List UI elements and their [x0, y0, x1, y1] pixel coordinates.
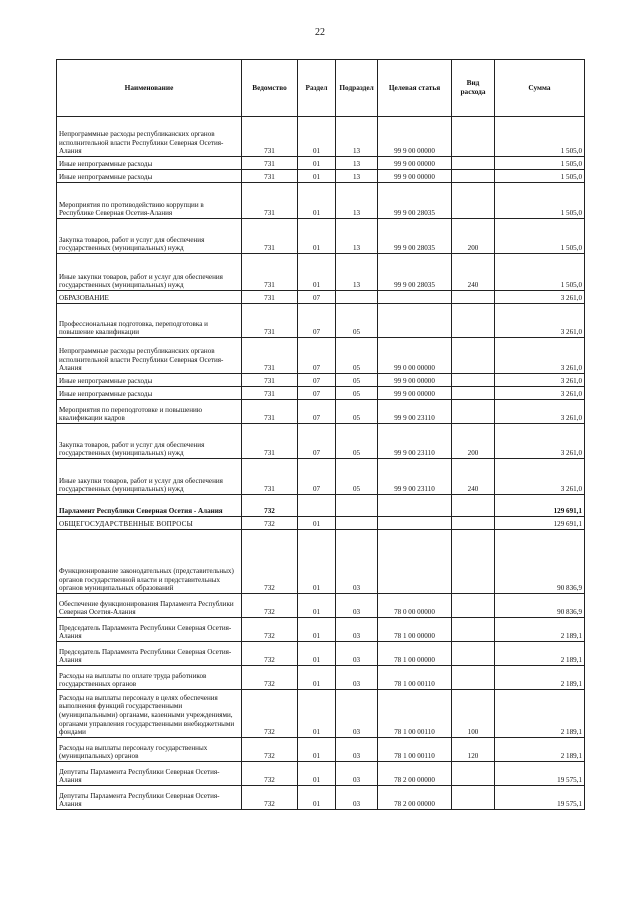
- row-section: 01: [298, 738, 336, 762]
- row-sum: 3 261,0: [495, 387, 585, 400]
- row-section: 01: [298, 786, 336, 810]
- row-kind: 200: [452, 219, 495, 254]
- row-sum: 19 575,1: [495, 786, 585, 810]
- row-target: 99 9 00 00000: [378, 374, 452, 387]
- row-sum: 129 691,1: [495, 495, 585, 517]
- row-section: 01: [298, 517, 336, 530]
- row-dept: 731: [242, 374, 298, 387]
- row-subsection: 05: [336, 387, 378, 400]
- row-subsection: 05: [336, 400, 378, 424]
- row-kind: [452, 387, 495, 400]
- table-row: [57, 690, 585, 738]
- row-section: 01: [298, 666, 336, 690]
- row-dept: 731: [242, 387, 298, 400]
- row-kind: [452, 594, 495, 618]
- table-header-row: [57, 60, 585, 117]
- row-kind: [452, 517, 495, 530]
- row-sum: 1 505,0: [495, 157, 585, 170]
- row-section: 01: [298, 762, 336, 786]
- row-kind: 240: [452, 459, 495, 495]
- row-sum: 3 261,0: [495, 424, 585, 459]
- header-sum: Сумма: [495, 60, 585, 117]
- row-section: 01: [298, 157, 336, 170]
- row-sum: 3 261,0: [495, 400, 585, 424]
- row-sum: 2 189,1: [495, 738, 585, 762]
- row-subsection: 03: [336, 666, 378, 690]
- row-sum: 3 261,0: [495, 304, 585, 338]
- row-section: [298, 495, 336, 517]
- row-target: 78 1 00 00000: [378, 642, 452, 666]
- row-kind: [452, 762, 495, 786]
- row-sum: 3 261,0: [495, 338, 585, 374]
- row-dept: 731: [242, 424, 298, 459]
- row-sum: 2 189,1: [495, 666, 585, 690]
- row-name: Обеспечение функционирования Парламента Республики Северная Осетия-Алания: [57, 594, 242, 618]
- row-subsection: 03: [336, 738, 378, 762]
- table-row: [57, 618, 585, 642]
- row-name: Профессиональная подготовка, переподготовка и повышение квалификации: [57, 304, 242, 338]
- row-dept: 731: [242, 170, 298, 183]
- row-sum: 3 261,0: [495, 291, 585, 304]
- row-sum: 2 189,1: [495, 690, 585, 738]
- header-section: Раздел: [298, 60, 336, 117]
- row-name: Иные непрограммные расходы: [57, 170, 242, 183]
- row-target: 78 1 00 00110: [378, 690, 452, 738]
- row-subsection: [336, 495, 378, 517]
- row-target: 78 2 00 00000: [378, 762, 452, 786]
- row-dept: 732: [242, 690, 298, 738]
- table-row: [57, 530, 585, 594]
- row-dept: 731: [242, 117, 298, 157]
- row-target: 99 0 00 00000: [378, 338, 452, 374]
- row-section: 01: [298, 618, 336, 642]
- row-name: Непрограммные расходы республиканских органов исполнительной власти Республики Северная Осетия-Алания: [57, 117, 242, 157]
- row-section: 07: [298, 424, 336, 459]
- row-dept: 732: [242, 618, 298, 642]
- row-subsection: 13: [336, 170, 378, 183]
- row-subsection: 05: [336, 304, 378, 338]
- row-dept: 732: [242, 762, 298, 786]
- row-name: Закупка товаров, работ и услуг для обеспечения государственных (муниципальных) нужд: [57, 424, 242, 459]
- row-sum: 1 505,0: [495, 254, 585, 291]
- row-subsection: 05: [336, 338, 378, 374]
- row-name: Закупка товаров, работ и услуг для обеспечения государственных (муниципальных) нужд: [57, 219, 242, 254]
- row-kind: [452, 495, 495, 517]
- row-kind: [452, 157, 495, 170]
- row-target: 99 9 00 23110: [378, 459, 452, 495]
- row-subsection: [336, 517, 378, 530]
- row-sum: 19 575,1: [495, 762, 585, 786]
- table-row: [57, 338, 585, 374]
- row-section: 01: [298, 690, 336, 738]
- row-subsection: 13: [336, 117, 378, 157]
- table-row: [57, 517, 585, 530]
- row-target: 78 1 00 00000: [378, 618, 452, 642]
- row-section: 01: [298, 642, 336, 666]
- row-target: 99 9 00 23110: [378, 424, 452, 459]
- row-name: Иные непрограммные расходы: [57, 157, 242, 170]
- table-row: [57, 642, 585, 666]
- row-kind: [452, 530, 495, 594]
- row-dept: 732: [242, 495, 298, 517]
- row-section: 01: [298, 530, 336, 594]
- row-subsection: 13: [336, 254, 378, 291]
- row-sum: 2 189,1: [495, 642, 585, 666]
- header-kind: Вид расхода: [452, 60, 495, 117]
- table-row: [57, 459, 585, 495]
- row-subsection: 05: [336, 424, 378, 459]
- table-row: [57, 157, 585, 170]
- row-sum: 2 189,1: [495, 618, 585, 642]
- table-row: [57, 786, 585, 810]
- row-target: 99 9 00 00000: [378, 387, 452, 400]
- row-section: 01: [298, 219, 336, 254]
- row-dept: 732: [242, 530, 298, 594]
- table-row: [57, 738, 585, 762]
- row-dept: 731: [242, 459, 298, 495]
- row-target: 99 9 00 28035: [378, 254, 452, 291]
- table-row: [57, 117, 585, 157]
- row-name: Расходы на выплаты персоналу государственных (муниципальных) органов: [57, 738, 242, 762]
- row-name: Председатель Парламента Республики Северная Осетия-Алания: [57, 618, 242, 642]
- row-subsection: 03: [336, 530, 378, 594]
- row-name: Иные закупки товаров, работ и услуг для обеспечения государственных (муниципальных) нужд: [57, 459, 242, 495]
- row-dept: 731: [242, 219, 298, 254]
- row-name: Иные непрограммные расходы: [57, 387, 242, 400]
- row-sum: 129 691,1: [495, 517, 585, 530]
- row-subsection: 03: [336, 690, 378, 738]
- row-section: 07: [298, 387, 336, 400]
- header-subsection: Подраздел: [336, 60, 378, 117]
- row-sum: 90 836,9: [495, 530, 585, 594]
- row-kind: [452, 304, 495, 338]
- row-dept: 731: [242, 291, 298, 304]
- row-target: 78 2 00 00000: [378, 786, 452, 810]
- row-subsection: 13: [336, 219, 378, 254]
- row-section: 01: [298, 183, 336, 219]
- row-kind: [452, 170, 495, 183]
- row-subsection: 13: [336, 157, 378, 170]
- row-target: 78 1 00 00110: [378, 666, 452, 690]
- row-target: 78 1 00 00110: [378, 738, 452, 762]
- table-row: [57, 594, 585, 618]
- row-name: Председатель Парламента Республики Северная Осетия-Алания: [57, 642, 242, 666]
- row-kind: [452, 183, 495, 219]
- row-subsection: 05: [336, 459, 378, 495]
- row-target: [378, 530, 452, 594]
- row-kind: [452, 338, 495, 374]
- row-name: Депутаты Парламента Республики Северная Осетия-Алания: [57, 786, 242, 810]
- row-section: 01: [298, 254, 336, 291]
- row-name: Иные непрограммные расходы: [57, 374, 242, 387]
- row-kind: 100: [452, 690, 495, 738]
- header-target: Целевая статья: [378, 60, 452, 117]
- row-name: Функционирование законодательных (представительных) органов государственной власти и представительных органов муниципальных образований: [57, 530, 242, 594]
- row-kind: [452, 117, 495, 157]
- row-kind: [452, 786, 495, 810]
- row-dept: 731: [242, 338, 298, 374]
- row-subsection: 03: [336, 594, 378, 618]
- table-row: [57, 424, 585, 459]
- row-name: Расходы на выплаты персоналу в целях обеспечения выполнения функций государственными (муниципальными) органами, казенными учреждениями, органами управления государственными внебюджетными фондами: [57, 690, 242, 738]
- row-sum: 1 505,0: [495, 219, 585, 254]
- row-sum: 3 261,0: [495, 459, 585, 495]
- table-row: [57, 374, 585, 387]
- row-target: 99 9 00 28035: [378, 219, 452, 254]
- row-section: 07: [298, 374, 336, 387]
- row-name: ОБЩЕГОСУДАРСТВЕННЫЕ ВОПРОСЫ: [57, 517, 242, 530]
- row-sum: 90 836,9: [495, 594, 585, 618]
- row-target: [378, 291, 452, 304]
- table-row: [57, 219, 585, 254]
- row-section: 07: [298, 338, 336, 374]
- row-section: 01: [298, 170, 336, 183]
- page-number: 22: [315, 27, 325, 38]
- row-dept: 731: [242, 183, 298, 219]
- row-subsection: 03: [336, 762, 378, 786]
- row-subsection: 13: [336, 183, 378, 219]
- row-kind: [452, 291, 495, 304]
- table-row: [57, 291, 585, 304]
- row-subsection: 05: [336, 374, 378, 387]
- row-subsection: 03: [336, 642, 378, 666]
- table-row: [57, 183, 585, 219]
- row-name: Мероприятия по противодействию коррупции в Республике Северная Осетия-Алания: [57, 183, 242, 219]
- row-name: Непрограммные расходы республиканских органов исполнительной власти Республики Северная Осетия-Алания: [57, 338, 242, 374]
- row-kind: 240: [452, 254, 495, 291]
- row-subsection: [336, 291, 378, 304]
- table-row: [57, 495, 585, 517]
- row-dept: 732: [242, 594, 298, 618]
- row-section: 07: [298, 459, 336, 495]
- row-dept: 731: [242, 157, 298, 170]
- budget-table: [56, 59, 585, 810]
- row-kind: 200: [452, 424, 495, 459]
- row-kind: 120: [452, 738, 495, 762]
- table-row: [57, 170, 585, 183]
- row-name: Парламент Республики Северная Осетия - Алания: [57, 495, 242, 517]
- row-sum: 1 505,0: [495, 183, 585, 219]
- row-sum: 1 505,0: [495, 170, 585, 183]
- row-subsection: 03: [336, 618, 378, 642]
- row-section: 01: [298, 117, 336, 157]
- row-target: [378, 304, 452, 338]
- row-dept: 732: [242, 786, 298, 810]
- table-row: [57, 387, 585, 400]
- row-dept: 732: [242, 517, 298, 530]
- row-name: Иные закупки товаров, работ и услуг для обеспечения государственных (муниципальных) нужд: [57, 254, 242, 291]
- table-row: [57, 304, 585, 338]
- row-section: 07: [298, 291, 336, 304]
- row-target: 78 0 00 00000: [378, 594, 452, 618]
- row-target: 99 9 00 00000: [378, 157, 452, 170]
- row-target: [378, 517, 452, 530]
- row-dept: 732: [242, 642, 298, 666]
- table-row: [57, 666, 585, 690]
- row-dept: 731: [242, 254, 298, 291]
- row-name: Мероприятия по переподготовке и повышению квалификации кадров: [57, 400, 242, 424]
- header-name: Наименование: [57, 60, 242, 117]
- row-sum: 1 505,0: [495, 117, 585, 157]
- row-kind: [452, 374, 495, 387]
- row-name: Депутаты Парламента Республики Северная Осетия-Алания: [57, 762, 242, 786]
- row-target: [378, 495, 452, 517]
- row-dept: 732: [242, 666, 298, 690]
- table-row: [57, 762, 585, 786]
- row-target: 99 9 00 00000: [378, 170, 452, 183]
- row-dept: 731: [242, 400, 298, 424]
- row-dept: 732: [242, 738, 298, 762]
- row-target: 99 9 00 28035: [378, 183, 452, 219]
- row-section: 07: [298, 304, 336, 338]
- row-section: 07: [298, 400, 336, 424]
- row-section: 01: [298, 594, 336, 618]
- row-dept: 731: [242, 304, 298, 338]
- row-kind: [452, 642, 495, 666]
- table-row: [57, 400, 585, 424]
- row-kind: [452, 618, 495, 642]
- row-target: 99 9 00 23110: [378, 400, 452, 424]
- row-sum: 3 261,0: [495, 374, 585, 387]
- row-target: 99 9 00 00000: [378, 117, 452, 157]
- row-kind: [452, 400, 495, 424]
- row-subsection: 03: [336, 786, 378, 810]
- header-dept: Ведомство: [242, 60, 298, 117]
- row-name: ОБРАЗОВАНИЕ: [57, 291, 242, 304]
- row-name: Расходы на выплаты по оплате труда работников государственных органов: [57, 666, 242, 690]
- table-row: [57, 254, 585, 291]
- row-kind: [452, 666, 495, 690]
